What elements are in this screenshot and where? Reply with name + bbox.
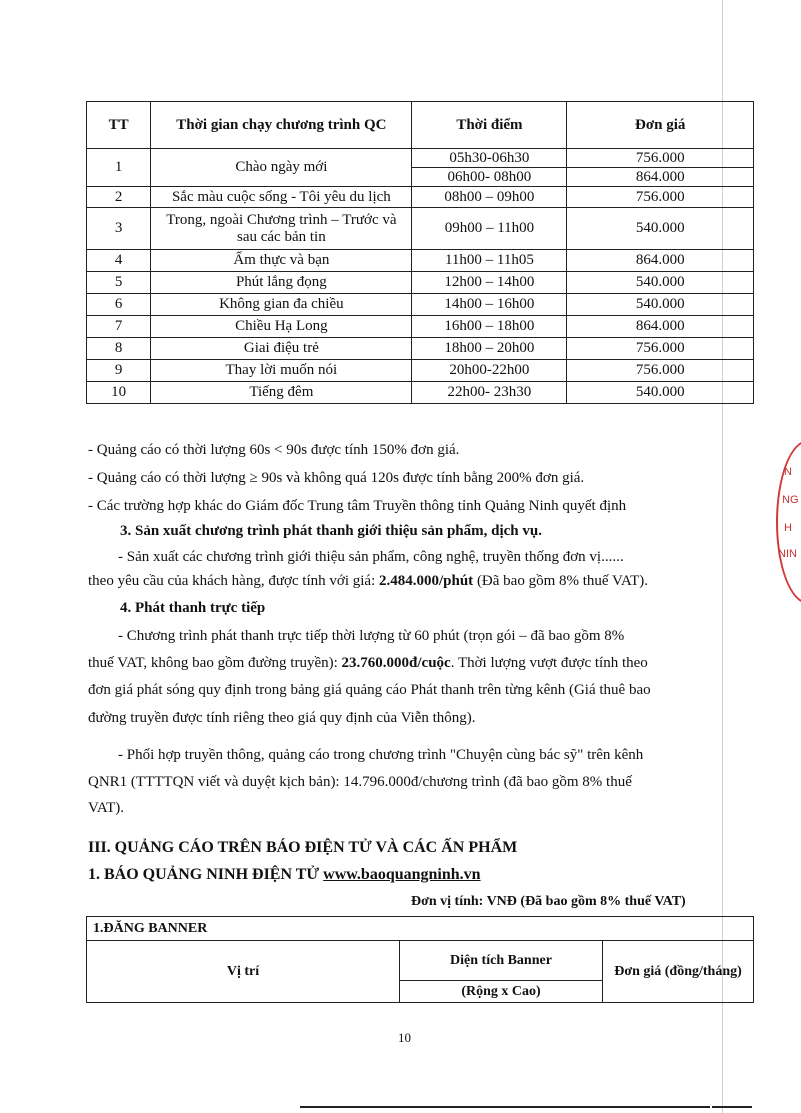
cell-price: 756.000: [567, 338, 754, 360]
note-3: - Các trường hợp khác do Giám đốc Trung tâm Truyền thông tỉnh Quảng Ninh quyết định: [88, 498, 627, 514]
cell-time: 05h30-06h30: [412, 149, 567, 168]
cell-program: Tiếng đêm: [151, 382, 412, 404]
cell-program: Trong, ngoài Chương trình – Trước và sau các bản tin: [151, 208, 412, 250]
header-time: Thời điểm: [412, 102, 567, 149]
banner-table-title: 1.ĐĂNG BANNER: [87, 917, 754, 941]
table-row: [87, 338, 754, 360]
cell-program: Chào ngày mới: [151, 149, 412, 187]
cell-price: 540.000: [567, 208, 754, 250]
section-4-p1-line-3: đơn giá phát sóng quy định trong bảng giá quảng cáo Phát thanh trên từng kênh (Giá thuê bao: [88, 682, 651, 698]
bottom-edge-line: [712, 1106, 752, 1108]
cell-time: 11h00 – 11h05: [412, 250, 567, 272]
stamp-text: NIN: [778, 548, 797, 560]
stamp-text: H: [784, 522, 792, 534]
section-4-p1-line-2-prefix: thuế VAT, không bao gồm đường truyền):: [88, 655, 342, 671]
rate-table: [86, 101, 754, 404]
section-3-line-1: - Sản xuất các chương trình giới thiệu sản phẩm, công nghệ, truyền thống đơn vị......: [118, 549, 624, 565]
section-iii-subheading: [88, 866, 481, 884]
table-row: [87, 187, 754, 208]
cell-tt: 9: [87, 360, 151, 382]
section-3-line-2-prefix: theo yêu cầu của khách hàng, được tính với giá:: [88, 573, 379, 589]
cell-program: Ẩm thực và bạn: [151, 250, 412, 272]
section-4-p1-line-4: đường truyền được tính riêng theo giá quy định của Viễn thông).: [88, 710, 476, 726]
section-3-line-2: [88, 572, 648, 590]
section-3-heading: 3. Sản xuất chương trình phát thanh giới thiệu sản phẩm, dịch vụ.: [120, 523, 542, 539]
banner-table-header-row: [87, 941, 754, 981]
note-2: - Quảng cáo có thời lượng ≥ 90s và không quá 120s được tính bằng 200% đơn giá.: [88, 470, 585, 486]
section-4-p2-line-3: VAT).: [88, 800, 124, 816]
cell-price: 864.000: [567, 250, 754, 272]
cell-price: 756.000: [567, 149, 754, 168]
header-banner-dimensions: (Rộng x Cao): [400, 981, 603, 1003]
banner-table-title-row: [87, 917, 754, 941]
cell-tt: 10: [87, 382, 151, 404]
cell-price: 540.000: [567, 272, 754, 294]
cell-time: 20h00-22h00: [412, 360, 567, 382]
section-iii-heading: III. QUẢNG CÁO TRÊN BÁO ĐIỆN TỬ VÀ CÁC ẤN PHẨM: [88, 839, 518, 856]
header-program: Thời gian chạy chương trình QC: [151, 102, 412, 149]
cell-tt: 2: [87, 187, 151, 208]
stamp-text: NG: [782, 494, 799, 506]
cell-program: Phút lắng đọng: [151, 272, 412, 294]
section-3-price: 2.484.000/phút: [378, 573, 474, 589]
cell-program: Thay lời muốn nói: [151, 360, 412, 382]
cell-price: 864.000: [567, 168, 754, 187]
unit-note: Đơn vị tính: VNĐ (Đã bao gồm 8% thuế VAT): [411, 894, 686, 909]
cell-time: 16h00 – 18h00: [412, 316, 567, 338]
cell-price: 756.000: [567, 187, 754, 208]
cell-time: 06h00- 08h00: [412, 168, 567, 187]
cell-tt: 6: [87, 294, 151, 316]
baoquangninh-link[interactable]: www.baoquangninh.vn: [323, 866, 481, 883]
cell-price: 540.000: [567, 382, 754, 404]
cell-price: 864.000: [567, 316, 754, 338]
note-1: - Quảng cáo có thời lượng 60s < 90s được tính 150% đơn giá.: [88, 442, 460, 458]
table-row: [87, 149, 754, 168]
cell-time: 08h00 – 09h00: [412, 187, 567, 208]
section-4-price: 23.760.000đ/cuộc: [341, 655, 451, 671]
table-row: [87, 316, 754, 338]
banner-table: [86, 916, 754, 1003]
cell-tt: 1: [87, 149, 151, 187]
page-number: 10: [398, 1030, 411, 1045]
table-row: [87, 360, 754, 382]
section-4-p1-line-2-suffix: . Thời lượng vượt được tính theo: [450, 655, 648, 671]
cell-tt: 5: [87, 272, 151, 294]
cell-time: 12h00 – 14h00: [412, 272, 567, 294]
header-price-per-month: Đơn giá (đồng/tháng): [603, 941, 754, 1003]
cell-time: 18h00 – 20h00: [412, 338, 567, 360]
cell-program: Sắc màu cuộc sống - Tôi yêu du lịch: [151, 187, 412, 208]
table-row: [87, 382, 754, 404]
cell-tt: 7: [87, 316, 151, 338]
cell-time: 14h00 – 16h00: [412, 294, 567, 316]
cell-price: 540.000: [567, 294, 754, 316]
cell-program: Chiều Hạ Long: [151, 316, 412, 338]
cell-price: 756.000: [567, 360, 754, 382]
header-position: Vị trí: [87, 941, 400, 1003]
table-header-row: [87, 102, 754, 149]
section-4-p2-line-2: QNR1 (TTTTQN viết và duyệt kịch bản): 14.796.000đ/chương trình (đã bao gồm 8% thuế: [88, 774, 632, 790]
cell-program: Không gian đa chiều: [151, 294, 412, 316]
cell-time: 09h00 – 11h00: [412, 208, 567, 250]
table-row: [87, 272, 754, 294]
header-banner-area: Diện tích Banner: [400, 941, 603, 981]
stamp-text: N: [784, 466, 792, 478]
section-iii-sub-prefix: 1. BÁO QUẢNG NINH ĐIỆN TỬ: [88, 866, 324, 883]
cell-program: Giai điệu trẻ: [151, 338, 412, 360]
header-price: Đơn giá: [567, 102, 754, 149]
bottom-edge-line: [300, 1106, 710, 1108]
cell-tt: 4: [87, 250, 151, 272]
section-4-p2-line-1: - Phối hợp truyền thông, quảng cáo trong chương trình "Chuyện cùng bác sỹ" trên kênh: [118, 747, 644, 763]
cell-time: 22h00- 23h30: [412, 382, 567, 404]
cell-tt: 8: [87, 338, 151, 360]
section-3-line-2-suffix: (Đã bao gồm 8% thuế VAT).: [473, 573, 649, 589]
table-row: [87, 250, 754, 272]
header-tt: TT: [87, 102, 151, 149]
section-4-p1-line-1: - Chương trình phát thanh trực tiếp thời lượng từ 60 phút (trọn gói – đã bao gồm 8%: [118, 628, 625, 644]
table-row: [87, 294, 754, 316]
section-4-heading: 4. Phát thanh trực tiếp: [120, 600, 266, 616]
section-4-p1-line-2: [88, 654, 648, 672]
table-row: [87, 208, 754, 250]
cell-tt: 3: [87, 208, 151, 250]
